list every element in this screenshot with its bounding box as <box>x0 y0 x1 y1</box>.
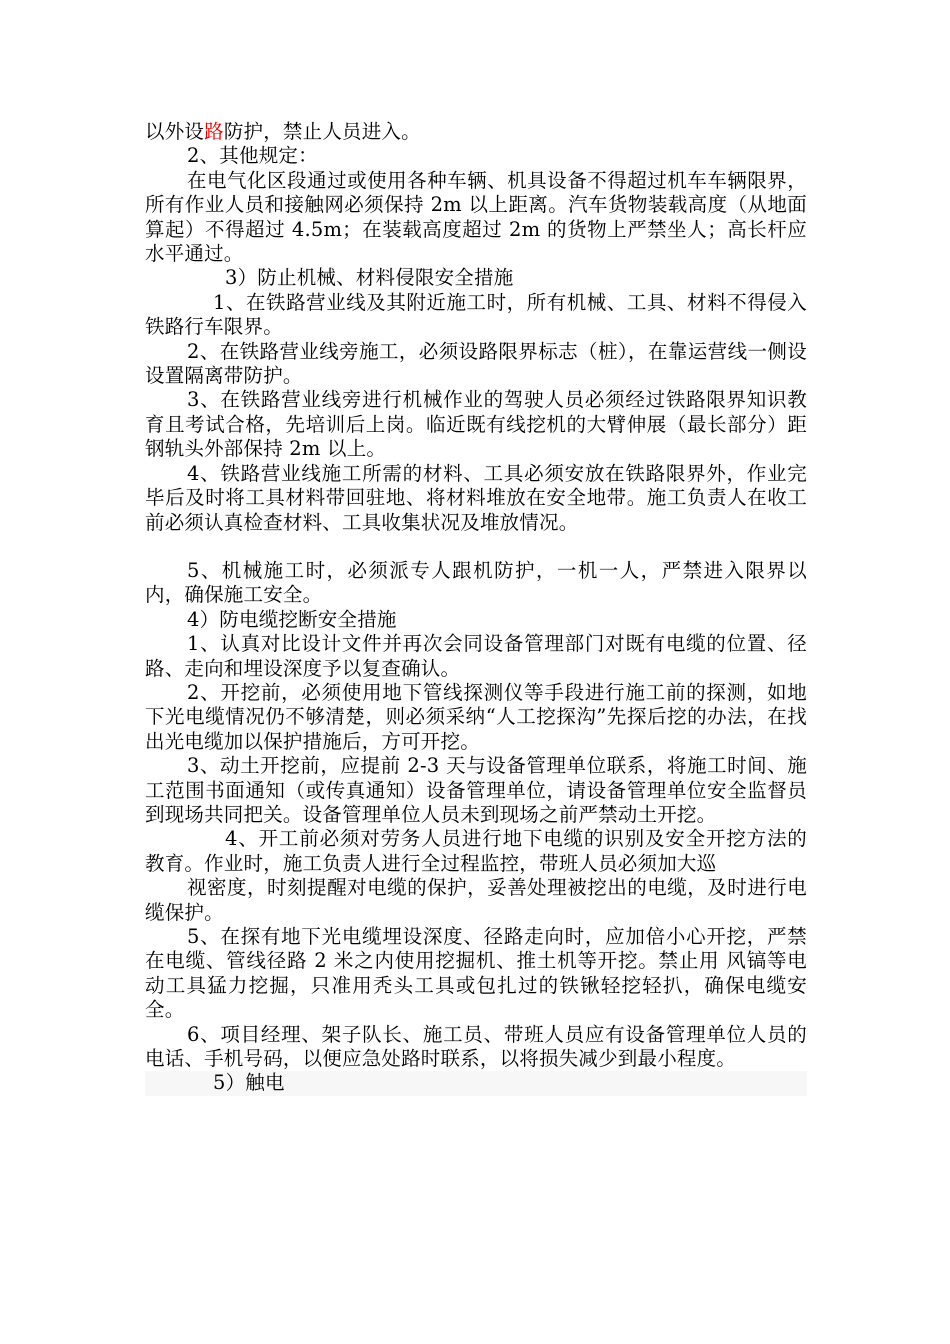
section-heading-4: 4）防电缆挖断安全措施 <box>187 607 397 631</box>
document-page <box>145 120 807 1096</box>
paragraph-item-4: 4、铁路营业线施工所需的材料、工具必须安放在铁路限界外，作业完毕后及时将工具材料带回驻地、将材料堆放在安全地带。施工负责人在收工前必须认真检查材料、工具收集状况及堆放情况。 <box>145 461 807 534</box>
section-heading-3: 3）防止机械、材料侵限安全措施 <box>225 266 514 290</box>
paragraph-continuation <box>145 120 807 144</box>
blank-line <box>145 535 807 559</box>
paragraph-cable-item-2: 2、开挖前，必须使用地下管线探测仪等手段进行施工前的探测，如地下光电缆情况仍不够清楚，则必须采纳“人工挖探沟”先探后挖的办法，在找出光电缆加以保护措施后，方可开挖。 <box>145 680 807 753</box>
text-run: 防护，禁止人员进入。 <box>223 120 421 143</box>
highlighted-character: 路 <box>204 120 224 143</box>
paragraph-item-1: 1、在铁路营业线及其附近施工时，所有机械、工具、材料不得侵入铁路行车限界。 <box>145 290 807 339</box>
paragraph-electrified-section: 在电气化区段通过或使用各种车辆、机具设备不得超过机车车辆限界，所有作业人员和接触网必须保持 2m 以上距离。汽车货物装载高度（从地面算起）不得超过 4.5m；在装载高度超过 2m 的货物上严禁坐人；高长杆应水平通过。 <box>145 168 807 266</box>
paragraph-cable-item-6: 6、项目经理、架子队长、施工员、带班人员应有设备管理单位人员的电话、手机号码，以便应急处路时联系，以将损失减少到最小程度。 <box>145 1022 807 1071</box>
paragraph-item-2: 2、在铁路营业线旁施工，必须设路限界标志（桩），在靠运营线一侧设设置隔离带防护。 <box>145 339 807 388</box>
paragraph-item-3: 3、在铁路营业线旁进行机械作业的驾驶人员必须经过铁路限界知识教育且考试合格，先培训后上岗。临近既有线挖机的大臂伸展（最长部分）距钢轨头外部保持 2m 以上。 <box>145 388 807 461</box>
subheading-other-rules: 2、其他规定： <box>187 144 318 168</box>
paragraph-cable-item-3: 3、动土开挖前，应提前 2-3 天与设备管理单位联系，将施工时间、施工范围书面通知（或传真通知）设备管理单位，请设备管理单位安全监督员到现场共同把关。设备管理单位人员未到现场之前严禁动土开挖。 <box>145 754 807 826</box>
text-run: 以外设 <box>145 120 205 143</box>
paragraph-item-5: 5、机械施工时，必须派专人跟机防护，一机一人，严禁进入限界以内，确保施工安全。 <box>145 558 807 607</box>
paragraph-cable-item-5: 5、在探有地下光电缆埋设深度、径路走向时，应加倍小心开挖，严禁在电缆、管线径路 2 米之内使用挖掘机、推土机等开挖。禁止用 风镐等电动工具猛力挖掘，只准用秃头工具或包扎过的铁锹轻挖轻扒，确保电缆安全。 <box>145 925 807 1022</box>
paragraph-cable-item-4-continued: 视密度，时刻提醒对电缆的保护，妥善处理被挖出的电缆，及时进行电缆保护。 <box>145 876 807 924</box>
paragraph-cable-item-4: 4、开工前必须对劳务人员进行地下电缆的识别及安全开挖方法的教育。作业时，施工负责人进行全过程监控，带班人员必须加大巡 <box>145 827 807 875</box>
section-heading-5: 5）触电 <box>145 1071 807 1095</box>
paragraph-cable-item-1: 1、认真对比设计文件并再次会同设备管理部门对既有电缆的位置、径路、走向和埋设深度予以复查确认。 <box>145 632 807 680</box>
